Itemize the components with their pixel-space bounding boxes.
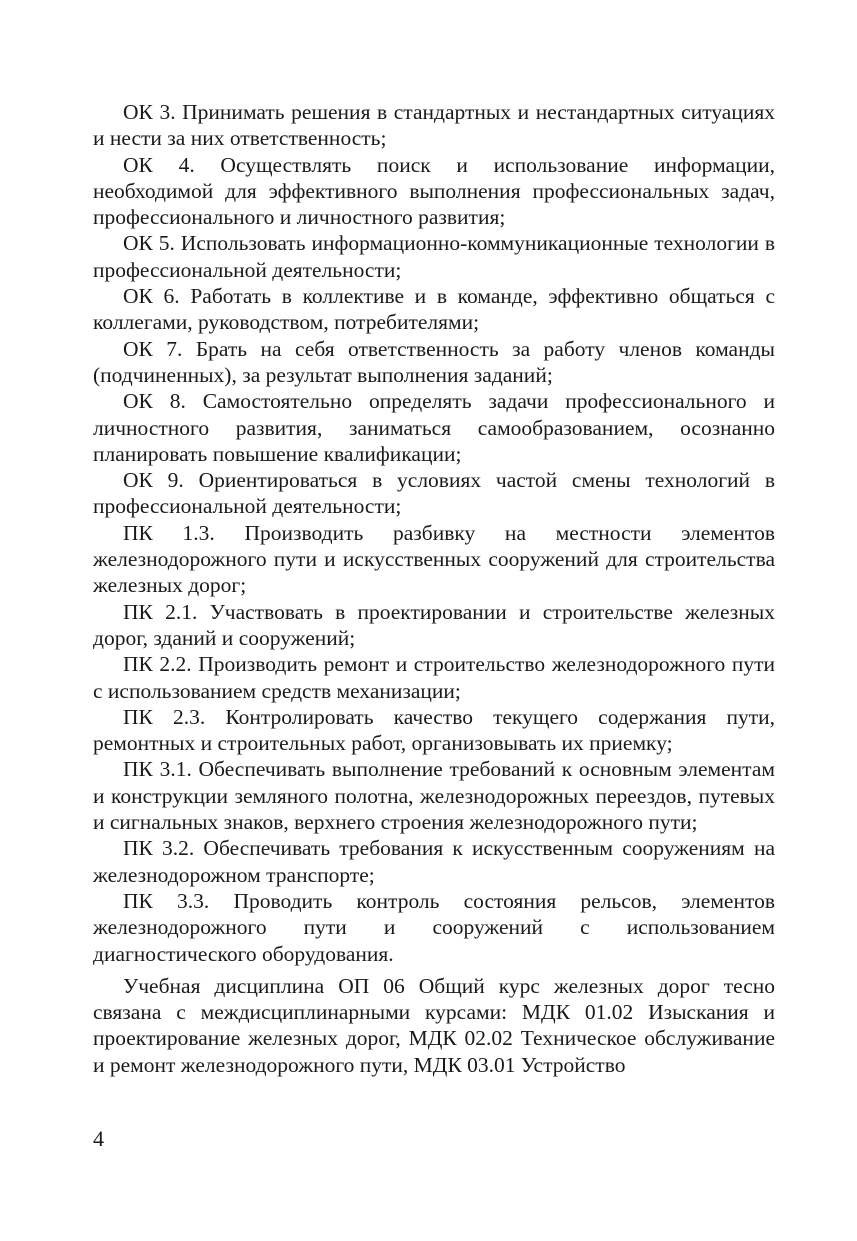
paragraph-pk-2-3: ПК 2.3. Контролировать качество текущего содержания пути, ремонтных и строительных работ, организовывать их приемку;: [93, 704, 775, 756]
paragraph-pk-1-3: ПК 1.3. Производить разбивку на местности элементов железнодорожного пути и искусственных сооружений для строительства железных дорог;: [93, 520, 775, 598]
page-number: 4: [93, 1126, 104, 1151]
paragraph-ok7: ОК 7. Брать на себя ответственность за работу членов команды (подчиненных), за результат выполнения заданий;: [93, 336, 775, 387]
page-body: [93, 99, 775, 1078]
paragraph-pk-3-1: ПК 3.1. Обеспечивать выполнение требований к основным элементам и конструкции земляного полотна, железнодорожных переездов, путевых и сигнальных знаков, верхнего строения железнодорожного пути;: [93, 757, 775, 835]
paragraph-ok9: ОК 9. Ориентироваться в условиях частой смены технологий в профессиональной деятельности;: [93, 468, 775, 519]
paragraph-pk-3-3: ПК 3.3. Проводить контроль состояния рельсов, элементов железнодорожного пути и сооружений с использованием диагностического оборудования.: [93, 888, 775, 966]
paragraph-pk-2-2: ПК 2.2. Производить ремонт и строительство железнодорожного пути с использованием средств механизации;: [93, 652, 775, 703]
paragraph-ok5: ОК 5. Использовать информационно-коммуникационные технологии в профессиональной деятельности;: [93, 231, 775, 282]
paragraph-ok6: ОК 6. Работать в коллективе и в команде, эффективно общаться с коллегами, руководством, потребителями;: [93, 284, 775, 335]
paragraph-pk-3-2: ПК 3.2. Обеспечивать требования к искусственным сооружениям на железнодорожном транспорте;: [93, 836, 775, 887]
paragraph-pk-2-1: ПК 2.1. Участвовать в проектировании и строительстве железных дорог, зданий и сооружений;: [93, 599, 775, 650]
paragraph-ok8: ОК 8. Самостоятельно определять задачи профессионального и личностного развития, заниматься самообразованием, осознанно планировать повышение квалификации;: [93, 389, 775, 466]
paragraph-discipline: Учебная дисциплина ОП 06 Общий курс железных дорог тесно связана с междисциплинарными курсами: МДК 01.02 Изыскания и проектирование железных дорог, МДК 02.02 Техническое обслуживание и ремонт железнодорожного пути, МДК 03.01 Устройство: [93, 973, 775, 1077]
paragraph-ok3: ОК 3. Принимать решения в стандартных и нестандартных ситуациях и нести за них ответственность;: [93, 100, 775, 151]
paragraph-ok4: ОК 4. Осуществлять поиск и использование информации, необходимой для эффективного выполнения профессиональных задач, профессионального и личностного развития;: [93, 152, 775, 230]
